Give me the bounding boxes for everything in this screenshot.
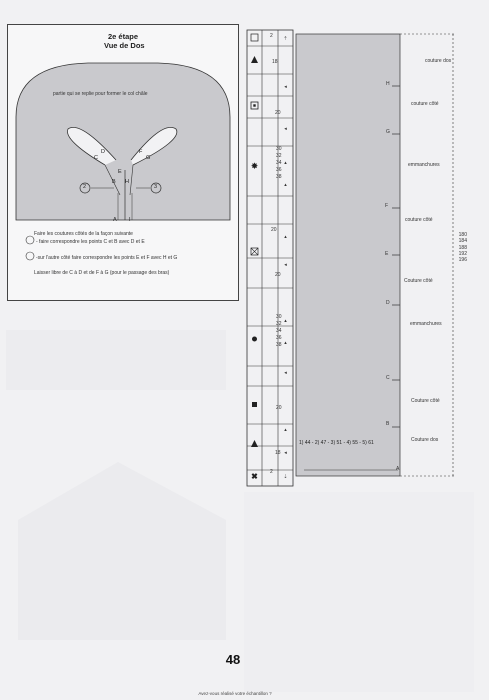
point-a: A	[113, 217, 117, 223]
size-196: 196	[458, 257, 467, 264]
point-c: C	[94, 155, 98, 161]
filled-square-icon	[252, 402, 257, 407]
grid-number-bottom: 2	[270, 469, 273, 475]
instruction-line-4: Laisser libre de C à D et de F à G (pour le passage des bras)	[34, 270, 170, 276]
point-label-f: F	[385, 203, 389, 209]
svg-text:◂: ◂	[284, 262, 287, 268]
svg-text:▴: ▴	[284, 340, 287, 346]
grid-number-7: 20	[276, 405, 282, 411]
dot-icon	[252, 337, 257, 342]
svg-text:▴: ▴	[284, 234, 287, 240]
point-d: D	[101, 149, 105, 155]
grid-number-top: 2	[270, 33, 273, 39]
size-list	[453, 232, 467, 263]
grid-number-8: 18	[275, 450, 281, 456]
size-188: 188	[458, 244, 467, 251]
label-emmanchures-2: emmanchures	[410, 321, 442, 327]
instruction-line-3: -sur l'autre côté faire correspondre les points E et F avec H et G	[36, 255, 178, 261]
size-180: 180	[458, 232, 467, 238]
triangle-icon	[251, 56, 258, 63]
filled-triangle-icon	[251, 440, 258, 447]
svg-text:◂: ◂	[284, 84, 287, 90]
point-label-d: D	[386, 300, 390, 306]
diagram-subtitle: Vue de Dos	[104, 41, 145, 50]
point-label-g: G	[386, 129, 390, 135]
point-label-b: B	[386, 421, 390, 427]
point-label-e: E	[385, 251, 389, 257]
label-emmanchures-1: emmanchures	[408, 162, 440, 168]
svg-text:⇣: ⇣	[283, 474, 288, 480]
instr-marker-2	[26, 236, 34, 244]
assembly-diagram	[7, 24, 239, 301]
star-icon: ✸	[250, 161, 259, 171]
diagram-title: 2e étape	[108, 32, 139, 41]
size-192: 192	[458, 250, 467, 257]
grid-number-2: 20	[275, 110, 281, 116]
instruction-markers	[8, 25, 238, 300]
svg-text:◂: ◂	[284, 450, 287, 456]
pattern-piece	[294, 30, 464, 486]
svg-text:▴: ▴	[284, 182, 287, 188]
marker-3: 3	[154, 184, 158, 190]
cross-icon: ✖	[251, 472, 258, 481]
label-couture-cote-3: Couture côté	[404, 278, 433, 284]
svg-text:◂: ◂	[284, 370, 287, 376]
point-h: H	[125, 179, 129, 185]
grid-number-3: 30 32 34 36 38	[276, 146, 282, 180]
empty-square-icon	[251, 34, 258, 41]
fold-caption: partie qui se replie pour former le col châle	[53, 91, 148, 97]
point-label-a: A	[396, 466, 400, 472]
grid-number-1: 18	[272, 59, 278, 65]
page-number: 48	[225, 652, 241, 667]
ghost-shape	[18, 462, 226, 640]
svg-text:▴: ▴	[284, 427, 287, 433]
label-couture-cote-1: couture côté	[411, 101, 439, 107]
size-184: 184	[458, 238, 467, 245]
point-label-h: H	[386, 81, 390, 87]
svg-text:▴: ▴	[284, 318, 287, 324]
ghost-block	[6, 330, 226, 390]
point-label-c: C	[386, 375, 390, 381]
label-couture-dos-bottom: Couture dos	[411, 437, 439, 443]
svg-text:⇡: ⇡	[283, 36, 288, 42]
instruction-line-1: Faire les coutures côtés de la façon suivante	[34, 231, 133, 237]
pattern-grid	[240, 26, 300, 490]
point-e: E	[118, 169, 122, 175]
footer-question: Avez-vous réalisé votre échantillon ?	[198, 691, 272, 696]
instruction-line-2: - faire correspondre les points C et B avec D et E	[36, 239, 145, 245]
point-i: I	[129, 217, 131, 223]
svg-text:▴: ▴	[284, 160, 287, 166]
label-couture-cote-4: Couture côté	[411, 398, 440, 404]
stitch-count-line: 1) 44 - 2) 47 - 3) 51 - 4) 55 - 5) 61	[299, 440, 374, 446]
grid-number-6: 30 32 34 36 38	[276, 314, 282, 348]
grid-number-4: 20	[271, 227, 277, 233]
grid-number-5: 20	[275, 272, 281, 278]
point-b: B	[112, 179, 116, 185]
point-f: F	[139, 149, 143, 155]
ghost-text-area	[244, 492, 474, 692]
point-g: G	[146, 155, 151, 161]
marker-2: 2	[83, 184, 87, 190]
label-couture-dos-top: couture dos	[425, 58, 452, 64]
label-couture-cote-2: couture côté	[405, 217, 433, 223]
instr-marker-3	[26, 252, 34, 260]
svg-text:◂: ◂	[284, 126, 287, 132]
